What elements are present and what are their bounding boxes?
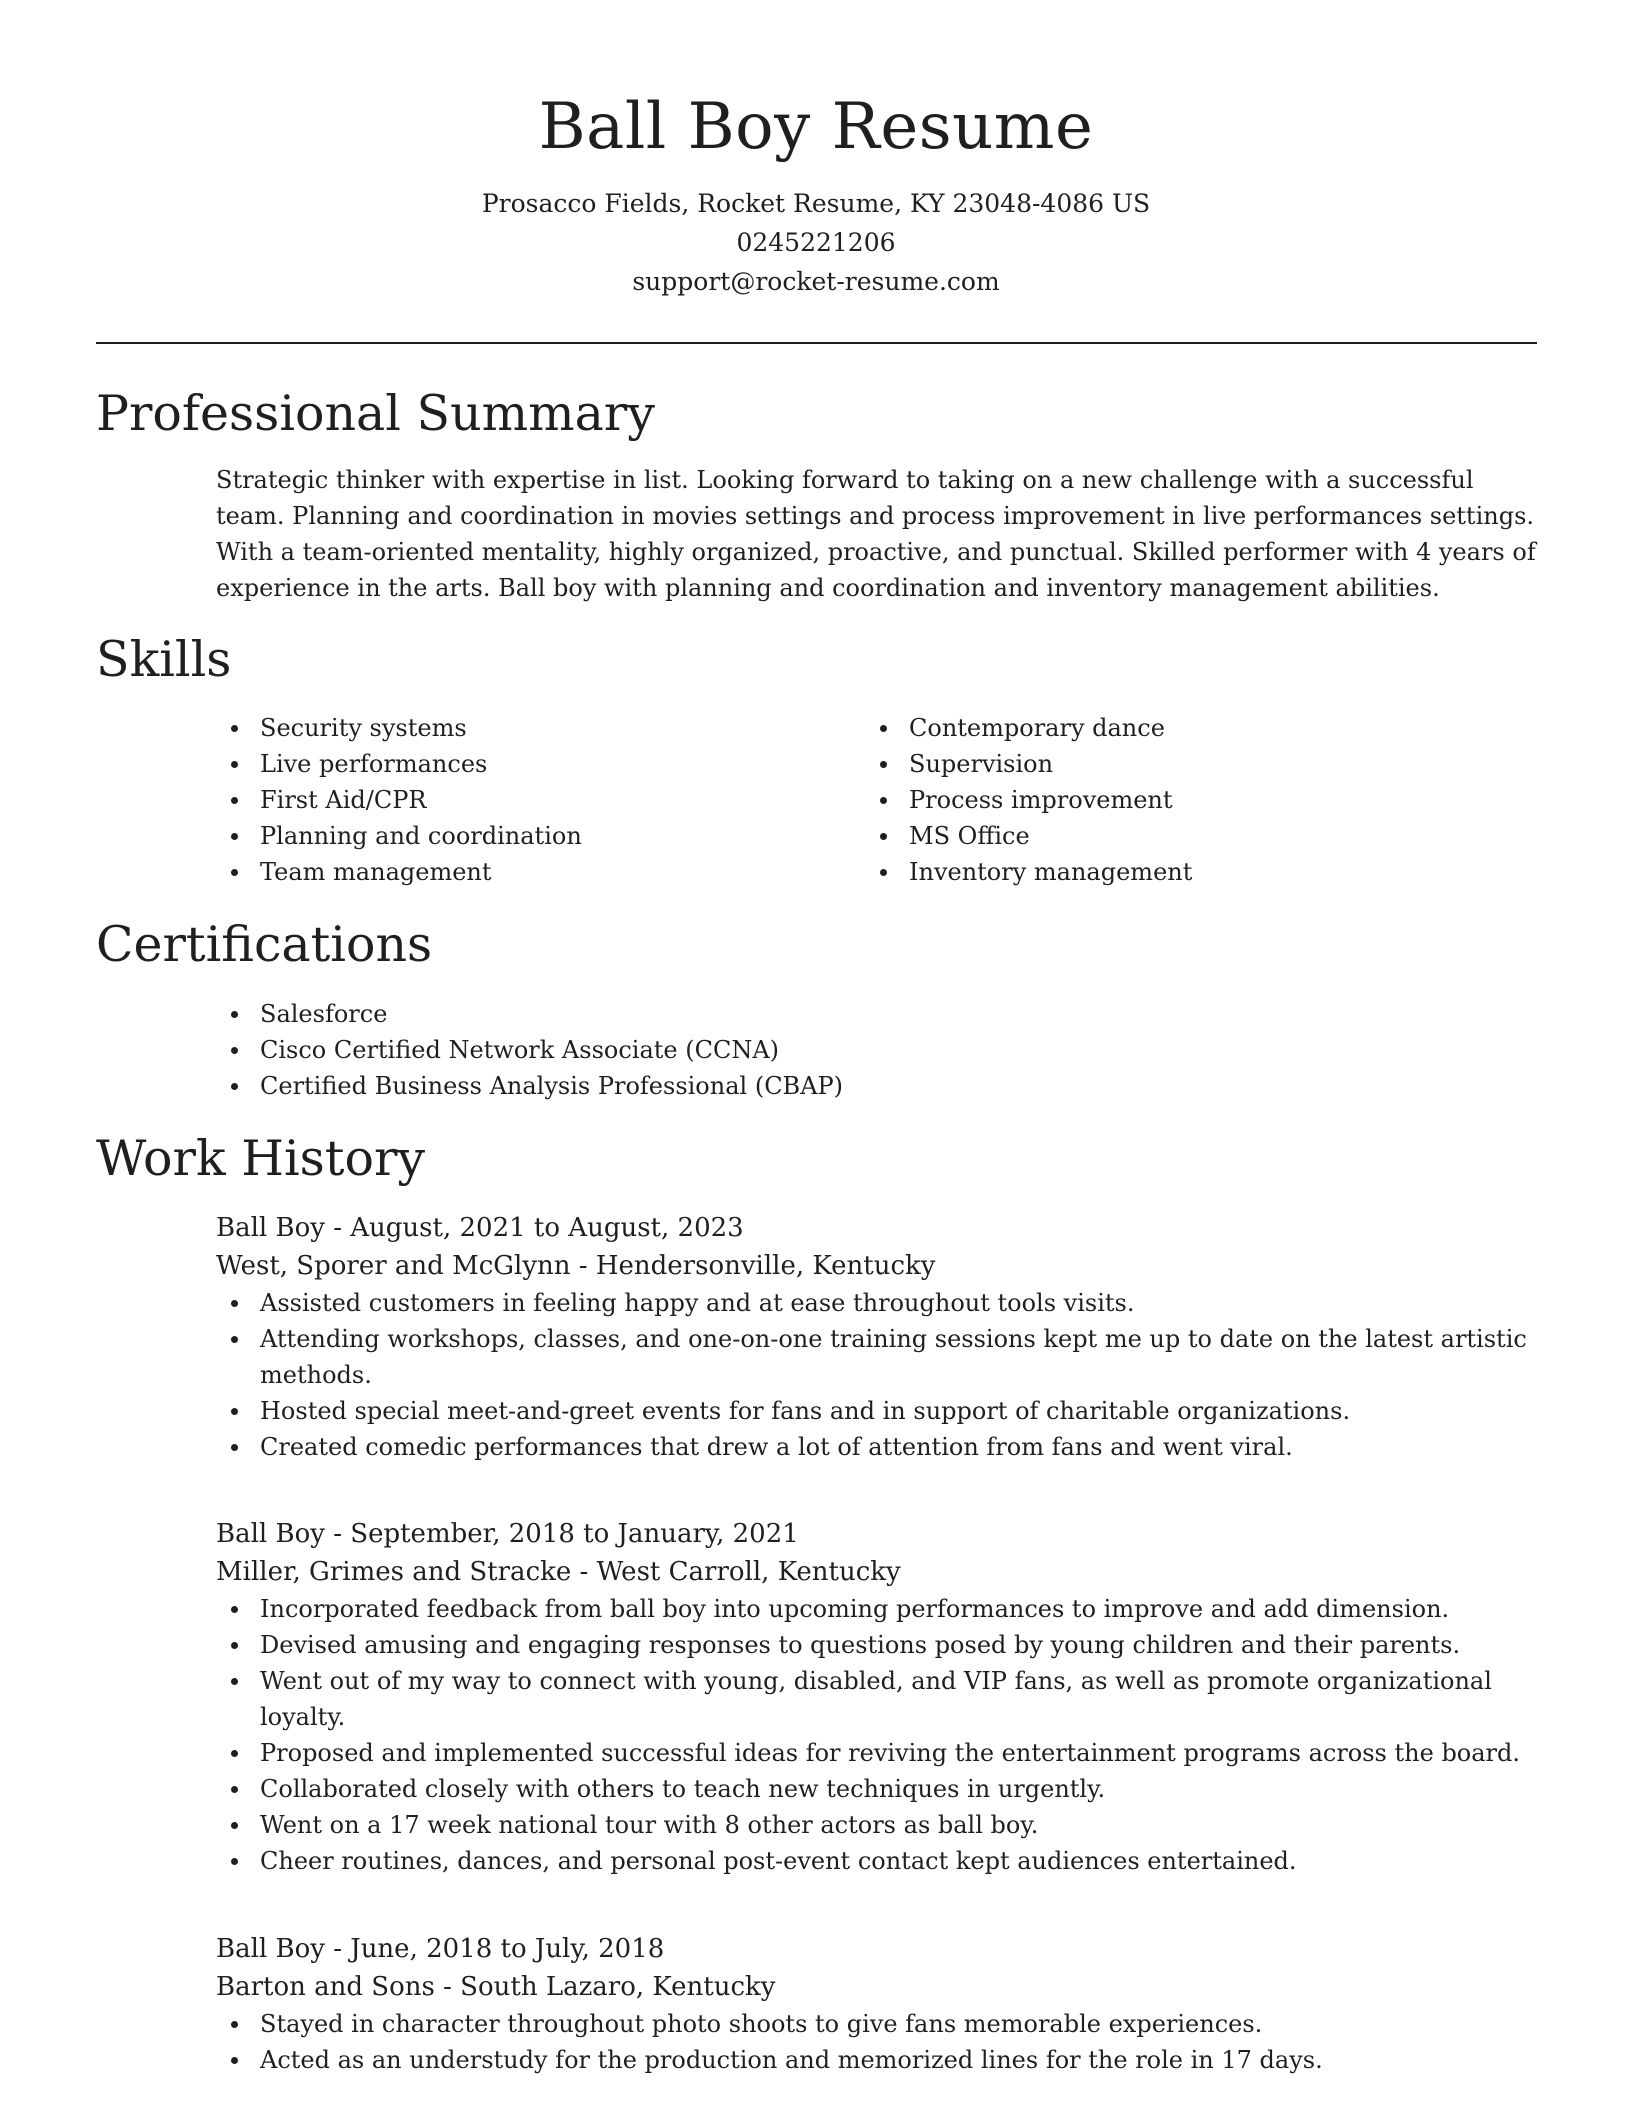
- certification-item: Salesforce: [216, 996, 1216, 1032]
- job-title: Ball Boy - June, 2018 to July, 2018: [216, 1934, 665, 1964]
- work-history-heading: Work History: [96, 1130, 426, 1187]
- skill-item: MS Office: [865, 818, 1465, 854]
- job-duty: Cheer routines, dances, and personal post-event contact kept audiences entertained.: [216, 1843, 1546, 1879]
- job-duty: Assisted customers in feeling happy and at ease throughout tools visits.: [216, 1285, 1546, 1321]
- job-company: Barton and Sons - South Lazaro, Kentucky: [216, 1972, 776, 2002]
- job-duties: [216, 1285, 1546, 1465]
- phone: 0245221206: [736, 228, 896, 257]
- skill-item: Contemporary dance: [865, 710, 1465, 746]
- skill-item: Planning and coordination: [216, 818, 816, 854]
- address: Prosacco Fields, Rocket Resume, KY 23048-4086 US: [481, 189, 1151, 218]
- resume-header: [0, 82, 1632, 301]
- skill-item: Inventory management: [865, 854, 1465, 890]
- skill-item: Team management: [216, 854, 816, 890]
- job-duty: Hosted special meet-and-greet events for fans and in support of charitable organizations.: [216, 1393, 1546, 1429]
- certification-item: Certified Business Analysis Professional (CBAP): [216, 1068, 1216, 1104]
- job-duty: Went out of my way to connect with young, disabled, and VIP fans, as well as promote organizational loyalty.: [216, 1663, 1546, 1735]
- skills-column-left: [216, 710, 816, 890]
- job-duty: Created comedic performances that drew a lot of attention from fans and went viral.: [216, 1429, 1546, 1465]
- job-duty: Acted as an understudy for the production and memorized lines for the role in 17 days.: [216, 2042, 1546, 2078]
- skill-item: Supervision: [865, 746, 1465, 782]
- job-entry: [216, 1930, 1546, 2078]
- skill-item: Process improvement: [865, 782, 1465, 818]
- job-title: Ball Boy - August, 2021 to August, 2023: [216, 1213, 744, 1243]
- job-duty: Attending workshops, classes, and one-on-one training sessions kept me up to date on the latest artistic methods.: [216, 1321, 1546, 1393]
- certification-item: Cisco Certified Network Associate (CCNA): [216, 1032, 1216, 1068]
- contact-info: [0, 184, 1632, 301]
- summary-heading: Professional Summary: [96, 385, 655, 442]
- job-duty: Proposed and implemented successful ideas for reviving the entertainment programs across the board.: [216, 1735, 1546, 1771]
- skill-item: Security systems: [216, 710, 816, 746]
- job-company: Miller, Grimes and Stracke - West Carroll, Kentucky: [216, 1557, 901, 1587]
- job-entry: [216, 1515, 1546, 1879]
- job-duties: [216, 1591, 1546, 1879]
- job-title: Ball Boy - September, 2018 to January, 2021: [216, 1519, 799, 1549]
- certifications-list: [216, 996, 1216, 1104]
- job-duty: Stayed in character throughout photo shoots to give fans memorable experiences.: [216, 2006, 1546, 2042]
- job-duty: Collaborated closely with others to teach new techniques in urgently.: [216, 1771, 1546, 1807]
- header-divider: [96, 342, 1537, 344]
- job-company: West, Sporer and McGlynn - Hendersonville, Kentucky: [216, 1251, 936, 1281]
- summary-text: Strategic thinker with expertise in list. Looking forward to taking on a new challenge with a successful team. Planning and coordination in movies settings and process improvement in live performances settings. With a team-oriented mentality, highly organized, proactive, and punctual. Skilled performer with 4 years of experience in the arts. Ball boy with planning and coordination and inventory management abilities.: [216, 466, 1536, 602]
- skills-heading: Skills: [96, 631, 232, 688]
- skill-item: First Aid/CPR: [216, 782, 816, 818]
- job-duty: Incorporated feedback from ball boy into upcoming performances to improve and add dimension.: [216, 1591, 1546, 1627]
- job-entry: [216, 1209, 1546, 1465]
- email: support@rocket-resume.com: [632, 267, 1000, 296]
- resume-title: Ball Boy Resume: [538, 90, 1094, 164]
- skill-item: Live performances: [216, 746, 816, 782]
- job-duty: Went on a 17 week national tour with 8 other actors as ball boy.: [216, 1807, 1546, 1843]
- skills-column-right: [865, 710, 1465, 890]
- certifications-heading: Certifications: [96, 916, 433, 973]
- job-duty: Devised amusing and engaging responses to questions posed by young children and their parents.: [216, 1627, 1546, 1663]
- job-duties: [216, 2006, 1546, 2078]
